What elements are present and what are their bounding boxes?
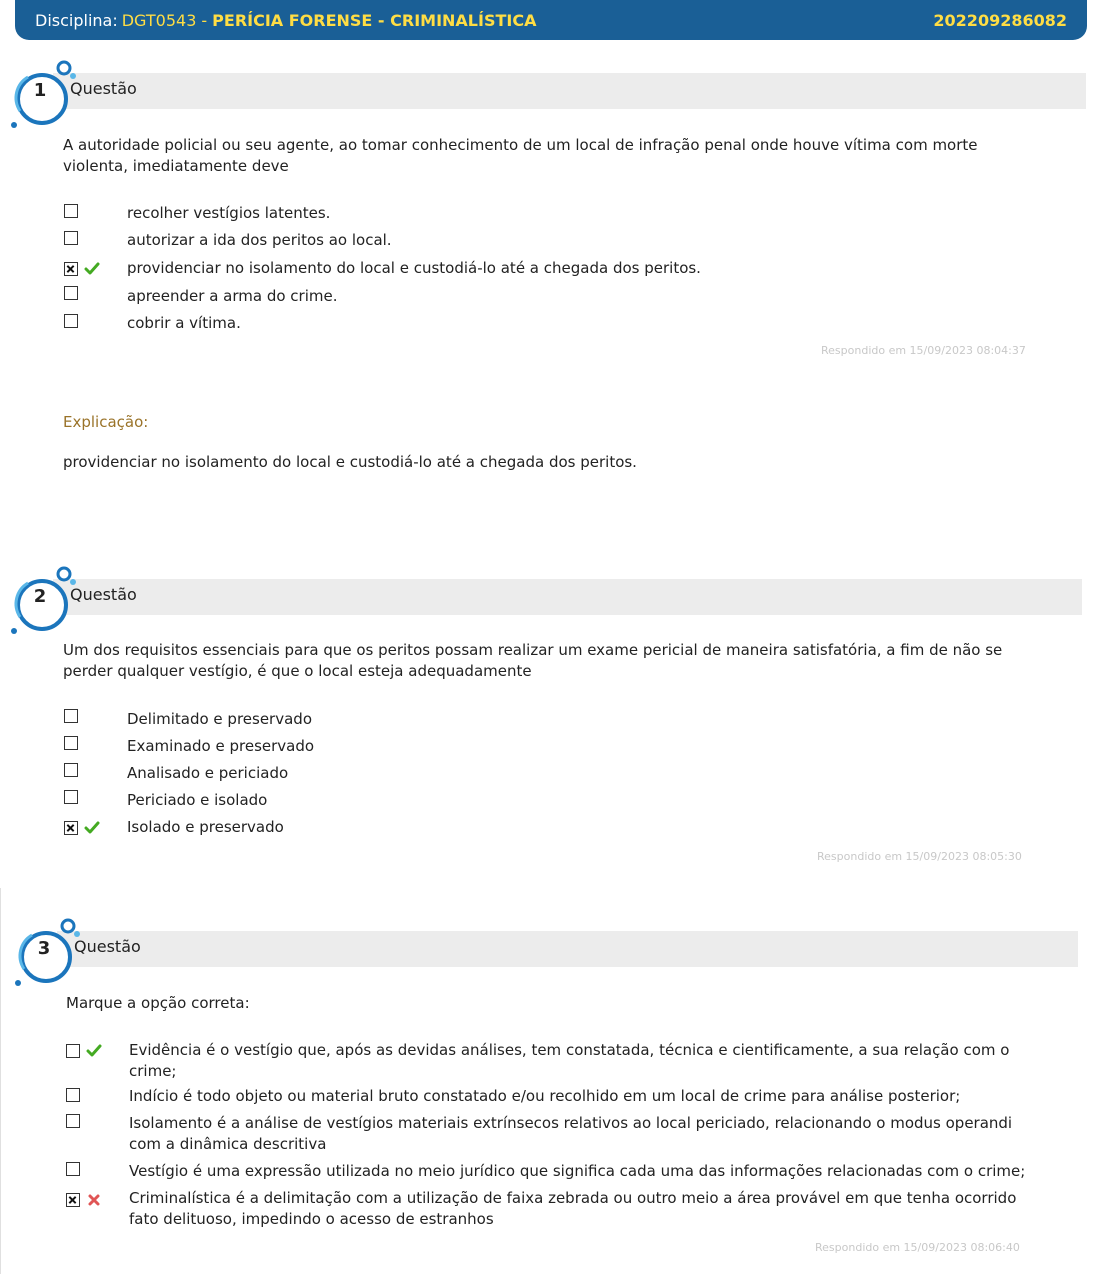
option-checkbox[interactable]	[64, 736, 78, 750]
question-number: 3	[37, 938, 51, 959]
question-3-header	[12, 917, 1078, 973]
option-text[interactable]: Vestígio é uma expressão utilizada no meio jurídico que significa cada uma das informações relacionadas com o crime;	[129, 1162, 1026, 1180]
option-checkbox[interactable]	[66, 1088, 80, 1102]
option-text[interactable]: Criminalística é a delimitação com a utilização de faixa zebrada ou outro meio a área provável em que tenha ocorrido fato delituoso, impedindo o acesso de estranhos	[129, 1189, 1017, 1228]
option-text[interactable]: cobrir a vítima.	[127, 314, 241, 332]
option-checkbox[interactable]	[64, 709, 78, 723]
option-checkbox[interactable]	[66, 1044, 80, 1058]
check-icon	[86, 1044, 102, 1058]
discipline-name: PERÍCIA FORENSE - CRIMINALÍSTICA	[212, 10, 537, 30]
option-checkbox[interactable]	[64, 790, 78, 804]
question-title: Questão	[70, 585, 137, 604]
option-text[interactable]: providenciar no isolamento do local e custodiá-lo até a chegada dos peritos.	[127, 259, 701, 277]
discipline-code: DGT0543	[121, 10, 197, 30]
option-text[interactable]: Isolado e preservado	[127, 818, 284, 836]
option-checkbox-checked[interactable]	[64, 821, 78, 835]
question-title-bar	[53, 579, 1082, 615]
discipline-separator: -	[201, 10, 208, 30]
discipline-info	[35, 11, 536, 30]
explanation-label: Explicação:	[63, 413, 149, 431]
option-text[interactable]: Periciado e isolado	[127, 791, 268, 809]
answered-timestamp: Respondido em 15/09/2023 08:06:40	[815, 1241, 1020, 1254]
option-checkbox[interactable]	[64, 231, 78, 245]
answered-timestamp: Respondido em 15/09/2023 08:05:30	[817, 850, 1022, 863]
question-1-header	[8, 59, 1086, 115]
question-1-stem: A autoridade policial ou seu agente, ao tomar conhecimento de um local de infração penal onde houve vítima com morte violenta, imediatamente deve	[63, 136, 978, 175]
question-3-stem: Marque a opção correta:	[66, 994, 250, 1012]
explanation-text: providenciar no isolamento do local e custodiá-lo até a chegada dos peritos.	[63, 453, 637, 471]
option-checkbox[interactable]	[64, 286, 78, 300]
question-title: Questão	[70, 79, 137, 98]
check-icon	[84, 821, 100, 835]
option-text[interactable]: autorizar a ida dos peritos ao local.	[127, 231, 392, 249]
option-text[interactable]: recolher vestígios latentes.	[127, 204, 331, 222]
option-text[interactable]: Examinado e preservado	[127, 737, 315, 755]
question-title-bar	[57, 931, 1078, 967]
cross-icon	[87, 1193, 101, 1207]
answered-timestamp: Respondido em 15/09/2023 08:04:37	[821, 344, 1026, 357]
section-divider	[0, 888, 1, 1274]
option-checkbox[interactable]	[64, 763, 78, 777]
option-text[interactable]: Evidência é o vestígio que, após as devidas análises, tem constatada, técnica e cientificamente, a sua relação com o crime;	[129, 1041, 1010, 1080]
option-checkbox[interactable]	[64, 204, 78, 218]
check-icon	[84, 262, 100, 276]
question-2-stem: Um dos requisitos essenciais para que os peritos possam realizar um exame pericial de maneira satisfatória, a fim de não se perder qualquer vestígio, é que o local esteja adequadamente	[63, 641, 1003, 680]
question-2-header	[8, 565, 1082, 621]
option-checkbox[interactable]	[66, 1162, 80, 1176]
question-number: 2	[33, 586, 47, 607]
option-checkbox-checked[interactable]	[66, 1193, 80, 1207]
option-checkbox[interactable]	[66, 1114, 80, 1128]
option-text[interactable]: Delimitado e preservado	[127, 710, 312, 728]
question-title: Questão	[74, 937, 141, 956]
question-number: 1	[33, 80, 47, 101]
option-text[interactable]: Indício é todo objeto ou material bruto constatado e/ou recolhido em um local de crime para análise posterior;	[129, 1087, 961, 1105]
student-id: 202209286082	[933, 10, 1067, 30]
discipline-header	[15, 0, 1087, 40]
option-text[interactable]: Analisado e periciado	[127, 764, 289, 782]
option-checkbox-checked[interactable]	[64, 262, 78, 276]
discipline-label: Disciplina:	[35, 10, 118, 30]
option-text[interactable]: apreender a arma do crime.	[127, 287, 338, 305]
option-checkbox[interactable]	[64, 314, 78, 328]
question-title-bar	[53, 73, 1086, 109]
option-text[interactable]: Isolamento é a análise de vestígios materiais extrínsecos relativos ao local periciado, relacionando o modus operandi com a dinâmica descritiva	[129, 1114, 1013, 1153]
